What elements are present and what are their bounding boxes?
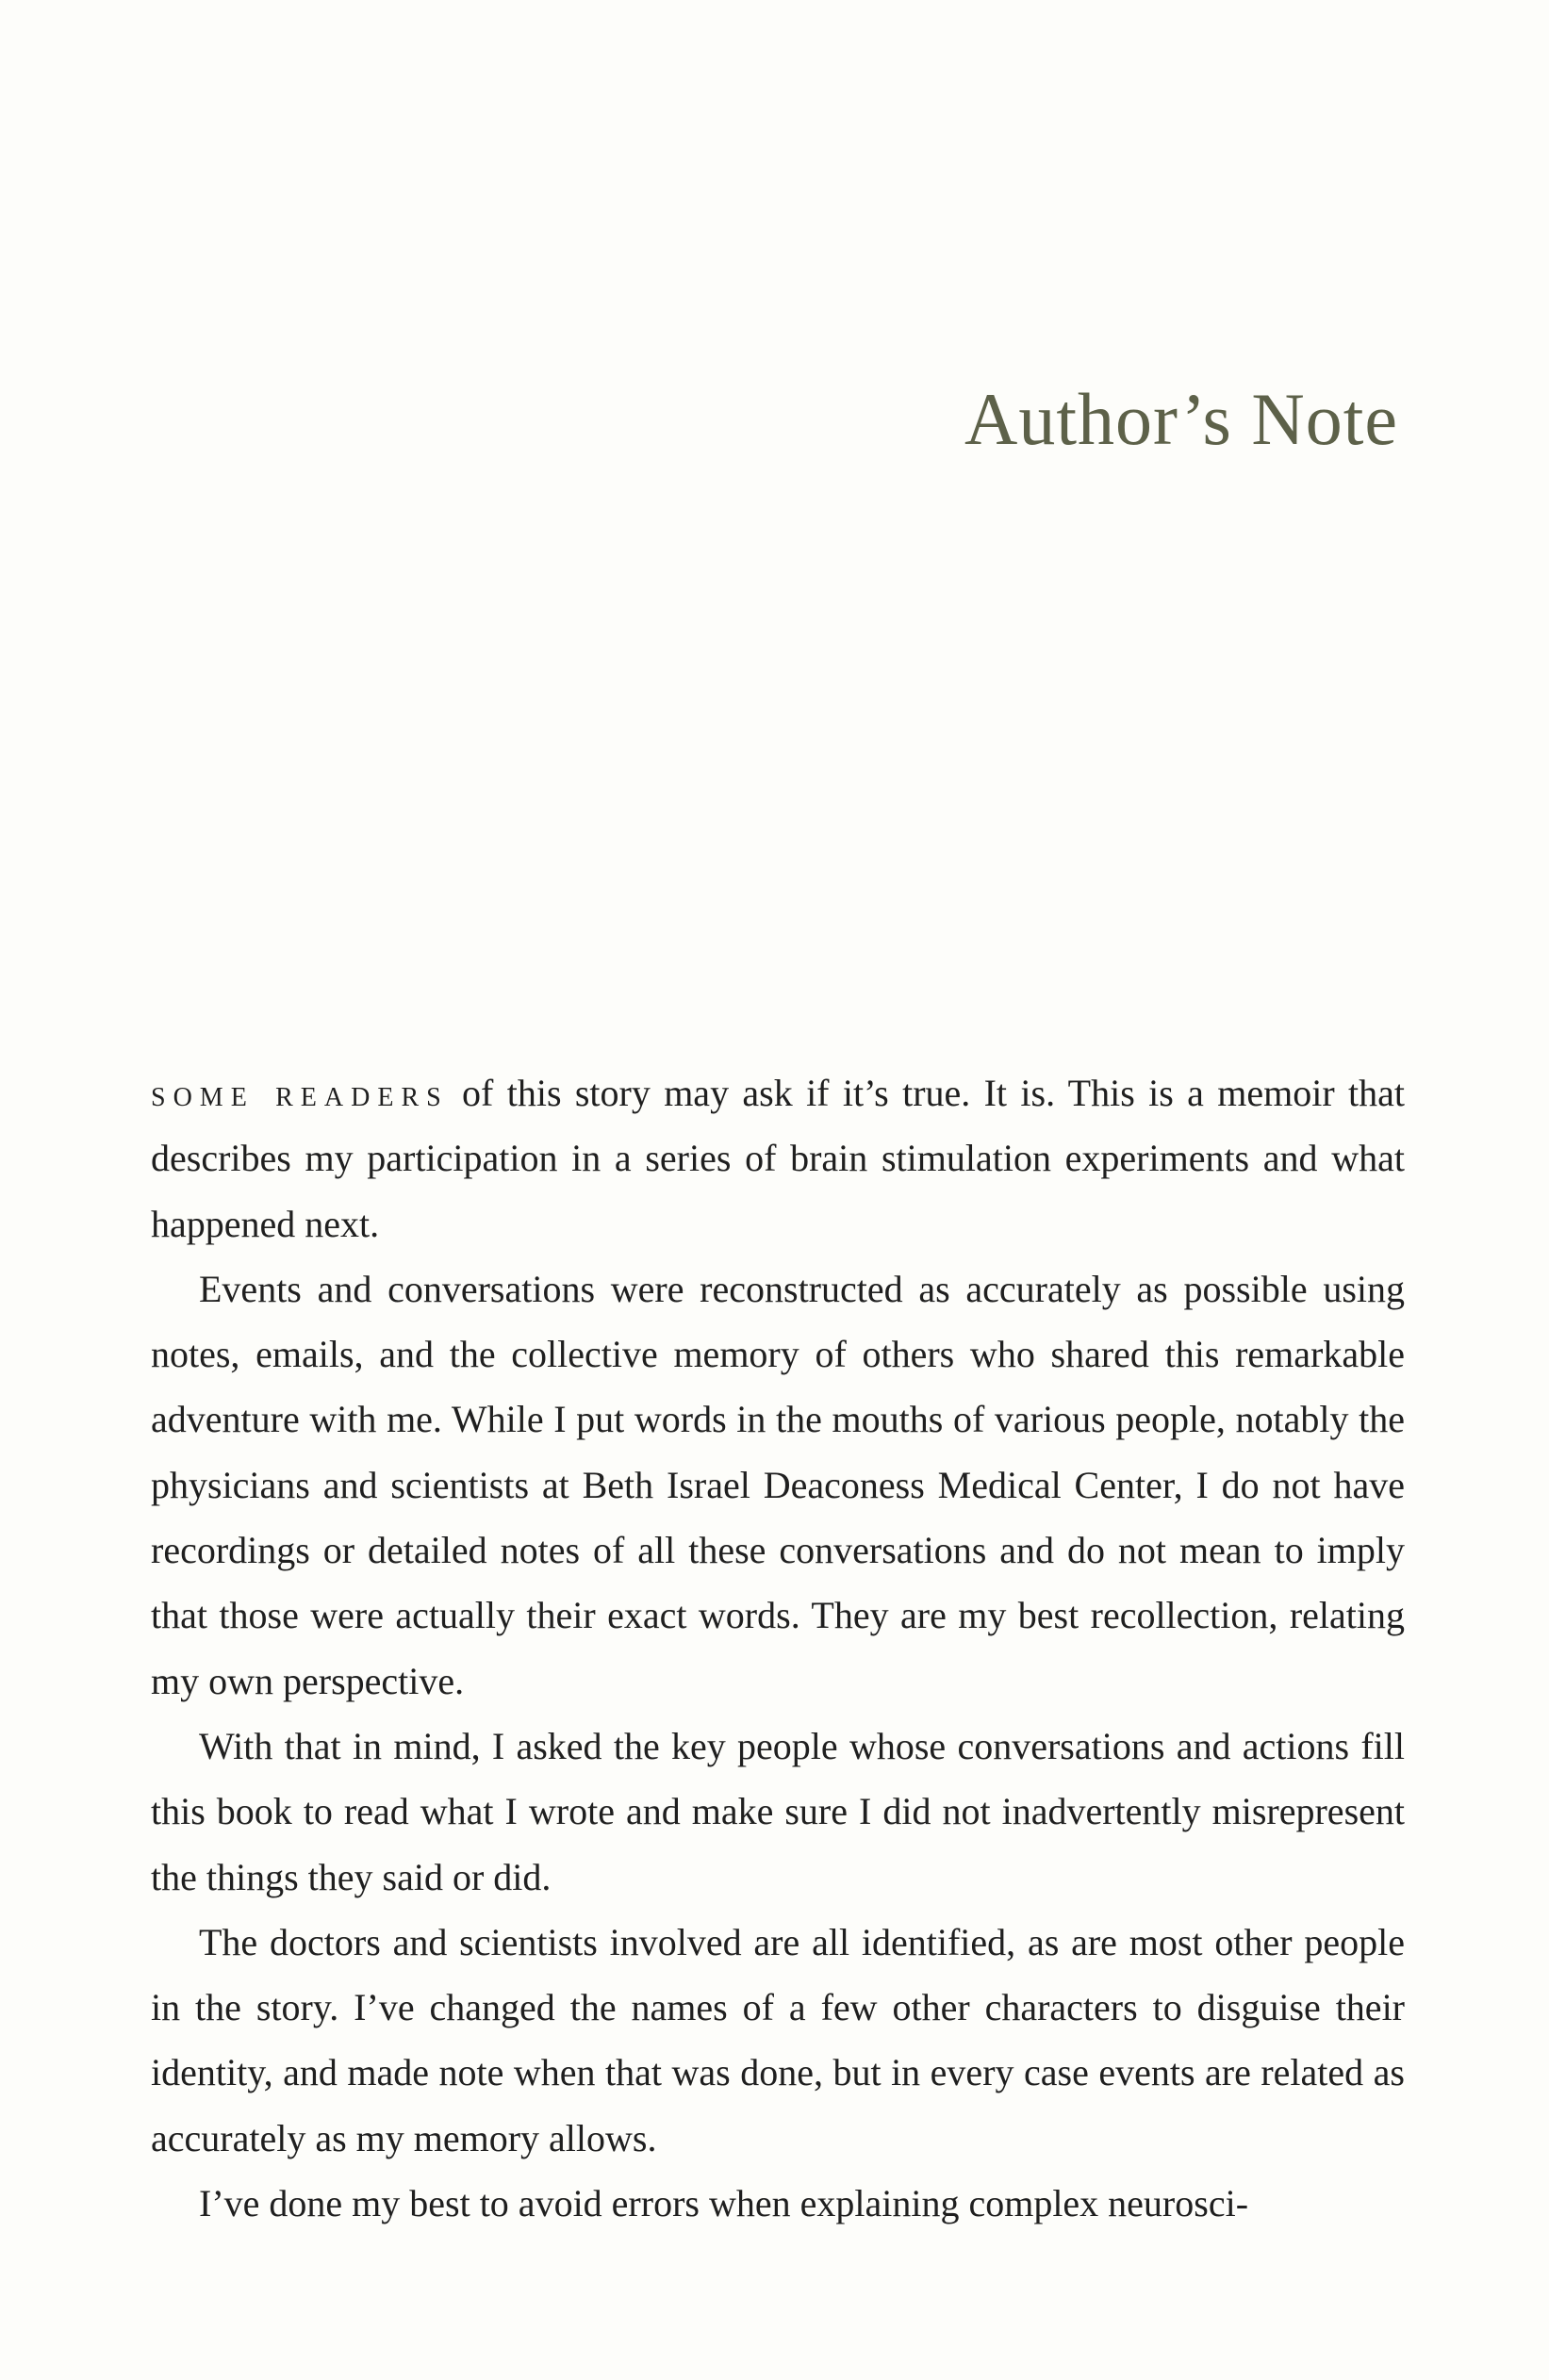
body-text bbox=[151, 1060, 1405, 2236]
small-caps-lead-in: some readers bbox=[151, 1072, 449, 1114]
paragraph-1 bbox=[151, 1060, 1405, 1256]
paragraph-5: I’ve done my best to avoid errors when explaining complex neurosci- bbox=[199, 2182, 1249, 2225]
paragraph-3: With that in mind, I asked the key people whose conversations and actions fill this book to read what I wrote and make sure I did not inadvertently misrepresent the things they said or did. bbox=[151, 1724, 1405, 1898]
chapter-heading: Author’s Note bbox=[964, 378, 1398, 460]
paragraph-2: Events and conversations were reconstructed as accurately as possible using notes, emails, and the collective memory of others who shared this remarkable adventure with me. While I put words in the mouths of various people, notably the physicians and scientists at Beth Israel Deaconess Medical Center, I do not have recordings or detailed notes of all these conversations and do not mean to imply that those were actually their exact words. They are my best recollection, relating my own perspective. bbox=[151, 1267, 1405, 1702]
paragraph-1-text: of this story may ask if it’s true. It is. This is a memoir that describes my participation in a series of brain stimulation experiments and what happened next. bbox=[151, 1072, 1405, 1245]
paragraph-4: The doctors and scientists involved are all identified, as are most other people in the story. I’ve changed the names of a few other characters to disguise their identity, and made note when that was done, but in every case events are related as accurately as my memory allows. bbox=[151, 1920, 1405, 2159]
